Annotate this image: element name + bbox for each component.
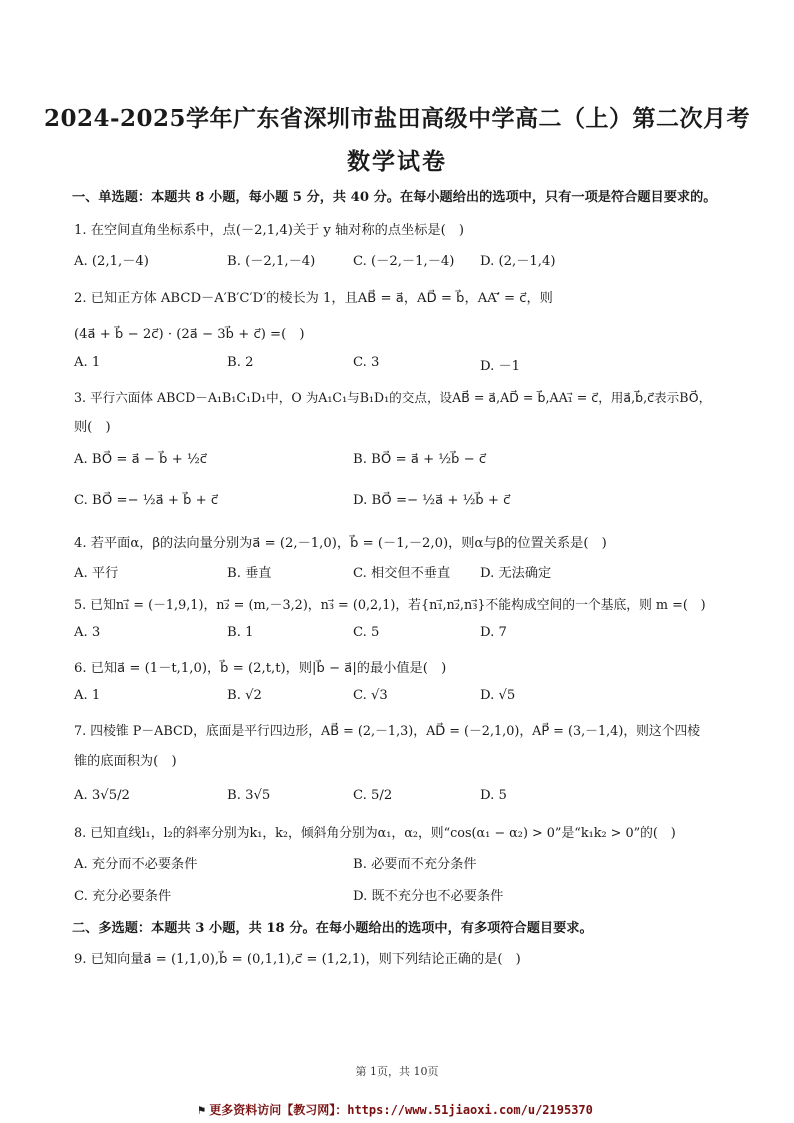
question-1-stem: 1. 在空间直角坐标系中，点(－2,1,4)关于 y 轴对称的点坐标是( )	[74, 223, 465, 238]
question-5-stem: 5. 已知n₁⃗ = (－1,9,1)，n₂⃗ = (m,－3,2)，n₃⃗ = (0,2,1)，若{n₁⃗,n₂⃗,n₃⃗}不能构成空间的一个基底，则 m =( )	[74, 598, 706, 613]
question-3-stem-cont: 则( )	[74, 420, 111, 435]
q5-option-d: D. 7	[480, 625, 507, 640]
q3-option-c: C. BO⃗ =− ½a⃗ + b⃗ + c⃗	[74, 493, 219, 508]
q6-option-b: B. √2	[227, 688, 262, 703]
q8-option-a: A. 充分而不必要条件	[74, 857, 198, 872]
section-heading-multiple-choice: 二、多选题：本题共 3 小题，共 18 分。在每小题给出的选项中，有多项符合题目要求。	[72, 921, 593, 936]
q3-option-a: A. BO⃗ = a⃗ − b⃗ + ½c⃗	[74, 452, 208, 467]
page-number: 第 1页，共 10页	[355, 1065, 439, 1078]
q7-option-b: B. 3√5	[227, 788, 271, 803]
question-7-stem: 7. 四棱锥 P－ABCD，底面是平行四边形，AB⃗ = (2,－1,3)，AD⃗ = (－2,1,0)，AP⃗ = (3,－1,4)，则这个四棱	[74, 724, 701, 739]
q7-option-d: D. 5	[480, 788, 507, 803]
q7-option-c: C. 5/2	[353, 788, 393, 803]
q4-option-a: A. 平行	[74, 566, 119, 581]
flag-icon: ⚑	[198, 1103, 206, 1117]
q7-option-a: A. 3√5/2	[74, 788, 130, 803]
q2-option-b: B. 2	[227, 355, 254, 370]
question-3-stem: 3. 平行六面体 ABCD－A₁B₁C₁D₁中，O 为A₁C₁与B₁D₁的交点，设AB⃗ = a⃗,AD⃗ = b⃗,AA₁⃗ = c⃗，用a⃗,b⃗,c⃗表示BO⃗，	[74, 390, 712, 405]
q1-option-d: D. (2,－1,4)	[480, 254, 556, 269]
question-7-stem-cont: 锥的底面积为( )	[74, 754, 177, 769]
q4-option-d: D. 无法确定	[480, 566, 552, 581]
question-6-stem: 6. 已知a⃗ = (1－t,1,0)，b⃗ = (2,t,t)，则|b⃗ − a⃗|的最小值是( )	[74, 661, 447, 676]
question-4-stem: 4. 若平面α，β的法向量分别为a⃗ = (2,－1,0)，b⃗ = (－1,－2,0)，则α与β的位置关系是( )	[74, 536, 607, 551]
q1-option-c: C. (－2,－1,－4)	[353, 254, 455, 269]
q5-option-b: B. 1	[227, 625, 254, 640]
resource-link-text[interactable]: 更多资料访问【教习网】：https://www.51jiaoxi.com/u/2195370	[209, 1103, 593, 1117]
q8-option-c: C. 充分必要条件	[74, 889, 172, 904]
q3-option-d: D. BO⃗ =− ½a⃗ + ½b⃗ + c⃗	[353, 493, 511, 508]
q3-option-b: B. BO⃗ = a⃗ + ½b⃗ − c⃗	[353, 452, 487, 467]
section-heading-single-choice: 一、单选题：本题共 8 小题，每小题 5 分，共 40 分。在每小题给出的选项中，只有一项是符合题目要求的。	[72, 190, 717, 205]
q6-option-c: C. √3	[353, 688, 388, 703]
exam-title: 2024-2025学年广东省深圳市盐田高级中学高二（上）第二次月考	[43, 105, 751, 132]
q5-option-c: C. 5	[353, 625, 380, 640]
q5-option-a: A. 3	[74, 625, 101, 640]
question-8-stem: 8. 已知直线l₁，l₂的斜率分别为k₁，k₂，倾斜角分别为α₁，α₂，则“cos(α₁ − α₂) > 0”是“k₁k₂ > 0”的( )	[74, 826, 676, 841]
q4-option-c: C. 相交但不垂直	[353, 566, 451, 581]
q2-option-a: A. 1	[74, 355, 101, 370]
q6-option-d: D. √5	[480, 688, 516, 703]
resource-link-banner[interactable]	[198, 1101, 593, 1118]
q8-option-b: B. 必要而不充分条件	[353, 857, 477, 872]
q1-option-b: B. (－2,1,－4)	[227, 254, 316, 269]
q2-option-c: C. 3	[353, 355, 380, 370]
q6-option-a: A. 1	[74, 688, 101, 703]
q8-option-d: D. 既不充分也不必要条件	[353, 889, 504, 904]
q1-option-a: A. (2,1,－4)	[74, 254, 149, 269]
question-9-stem: 9. 已知向量a⃗ = (1,1,0),b⃗ = (0,1,1),c⃗ = (1,2,1)，则下列结论正确的是( )	[74, 952, 521, 967]
question-2-expression: (4a⃗ + b⃗ − 2c⃗) · (2a⃗ − 3b⃗ + c⃗) =( )	[74, 327, 305, 342]
q4-option-b: B. 垂直	[227, 566, 272, 581]
q2-option-d: D. －1	[480, 359, 521, 374]
exam-subtitle: 数学试卷	[347, 148, 447, 175]
question-2-stem: 2. 已知正方体 ABCD－A′B′C′D′的棱长为 1，且AB⃗ = a⃗，AD⃗ = b⃗，AA′⃗ = c⃗，则	[74, 291, 553, 306]
